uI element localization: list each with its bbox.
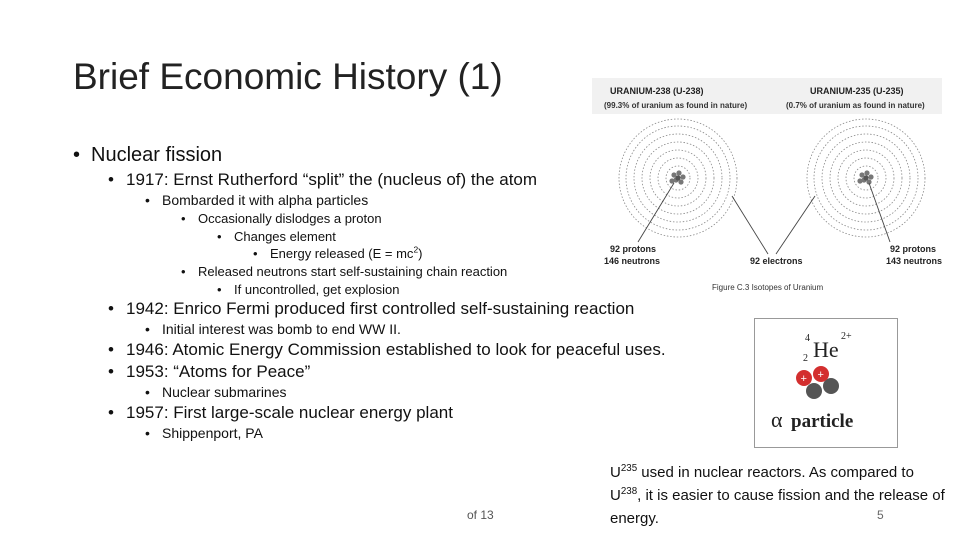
bullet-uncontrolled: • If uncontrolled, get explosion xyxy=(217,282,400,297)
charge-label: 2+ xyxy=(841,331,852,342)
proton-plus-sign: + xyxy=(817,369,824,381)
bullet-released-neutrons: • Released neutrons start self-sustaining chain reaction xyxy=(181,264,508,279)
bullet-dot: • xyxy=(145,321,150,337)
u235-title: URANIUM-235 (U-235) xyxy=(810,86,904,96)
energy-released-text: Energy released $(E = mc^2)$ xyxy=(270,244,423,261)
bullet-dot: • xyxy=(181,264,186,279)
u238-nucleus xyxy=(669,170,685,184)
bullet-dot: • xyxy=(145,425,150,441)
atomic-number: 2 xyxy=(803,353,808,364)
bullet-dot: • xyxy=(108,170,114,189)
u238-neutrons-label: 146 neutrons xyxy=(604,256,661,266)
page-reference: of 13 xyxy=(467,508,494,522)
bullet-dot: • xyxy=(145,192,150,208)
bullet-nuclear-submarines: • Nuclear submarines xyxy=(145,384,287,400)
bullet-changes-element: • Changes element xyxy=(217,229,336,244)
bullet-shippenport: • Shippenport, PA xyxy=(145,425,263,441)
uranium-isotopes-diagram xyxy=(590,78,942,296)
u235-nucleus xyxy=(857,170,873,184)
bullet-dot: • xyxy=(217,282,222,297)
electrons-label: 92 electrons xyxy=(750,256,803,266)
bullet-dot: • xyxy=(108,362,114,381)
bullet-dot: • xyxy=(181,211,186,226)
bullet-dot: • xyxy=(108,340,114,359)
bullet-nuclear-fission: • Nuclear fission xyxy=(73,144,223,166)
alpha-particle-figure xyxy=(754,318,898,448)
bullet-1942: • 1942: Enrico Fermi produced first controlled self-sustaining reaction xyxy=(108,299,635,318)
uranium-caption: $U^{235}$ used in nuclear reactors. As compared to $U^{238}$, it is easier to cause fission and the release of energy. xyxy=(610,463,945,527)
slide-title: Brief Economic History (1) xyxy=(73,56,503,97)
neutron xyxy=(806,383,822,399)
bullet-dot: • xyxy=(217,229,222,244)
u235-subtitle: (0.7% of uranium as found in nature) xyxy=(786,101,925,110)
bullet-initial-interest: • Initial interest was bomb to end WW II. xyxy=(145,321,401,337)
alpha-symbol: α xyxy=(771,407,783,432)
proton-plus-sign: + xyxy=(800,373,807,385)
bullet-1917: • 1917: Ernst Rutherford “split” the (nucleus of) the atom xyxy=(108,170,538,189)
u238-protons-label: 92 protons xyxy=(610,244,657,254)
u235-neutrons-label: 143 neutrons xyxy=(886,256,942,266)
bullet-dislodges-proton: • Occasionally dislodges a proton xyxy=(181,211,382,226)
helium-symbol: He xyxy=(813,337,839,362)
uranium-isotopes-figure xyxy=(590,78,942,296)
bullet-1953: • 1953: “Atoms for Peace” xyxy=(108,362,311,381)
figure-caption: Figure C.3 Isotopes of Uranium xyxy=(712,283,824,292)
bullet-energy-released xyxy=(253,246,422,261)
mass-number: 4 xyxy=(805,333,810,344)
bullet-dot: • xyxy=(108,299,114,318)
bullet-dot: • xyxy=(253,246,258,261)
particle-label: particle xyxy=(791,411,854,432)
u235-protons-label: 92 protons xyxy=(890,244,937,254)
bullet-1946: • 1946: Atomic Energy Commission established to look for peaceful uses. xyxy=(108,340,666,359)
u238-subtitle: (99.3% of uranium as found in nature) xyxy=(604,101,748,110)
bullet-dot: • xyxy=(145,384,150,400)
u238-title: URANIUM-238 (U-238) xyxy=(610,86,704,96)
alpha-nucleons xyxy=(796,366,839,399)
bullet-dot: • xyxy=(73,144,81,166)
bullet-1957: • 1957: First large-scale nuclear energy plant xyxy=(108,403,453,422)
bullet-dot: • xyxy=(108,403,114,422)
pointer-arrows xyxy=(638,183,890,254)
slide-number: 5 xyxy=(877,508,884,522)
alpha-particle-diagram xyxy=(755,319,897,447)
bullet-bombarded: • Bombarded it with alpha particles xyxy=(145,192,369,208)
